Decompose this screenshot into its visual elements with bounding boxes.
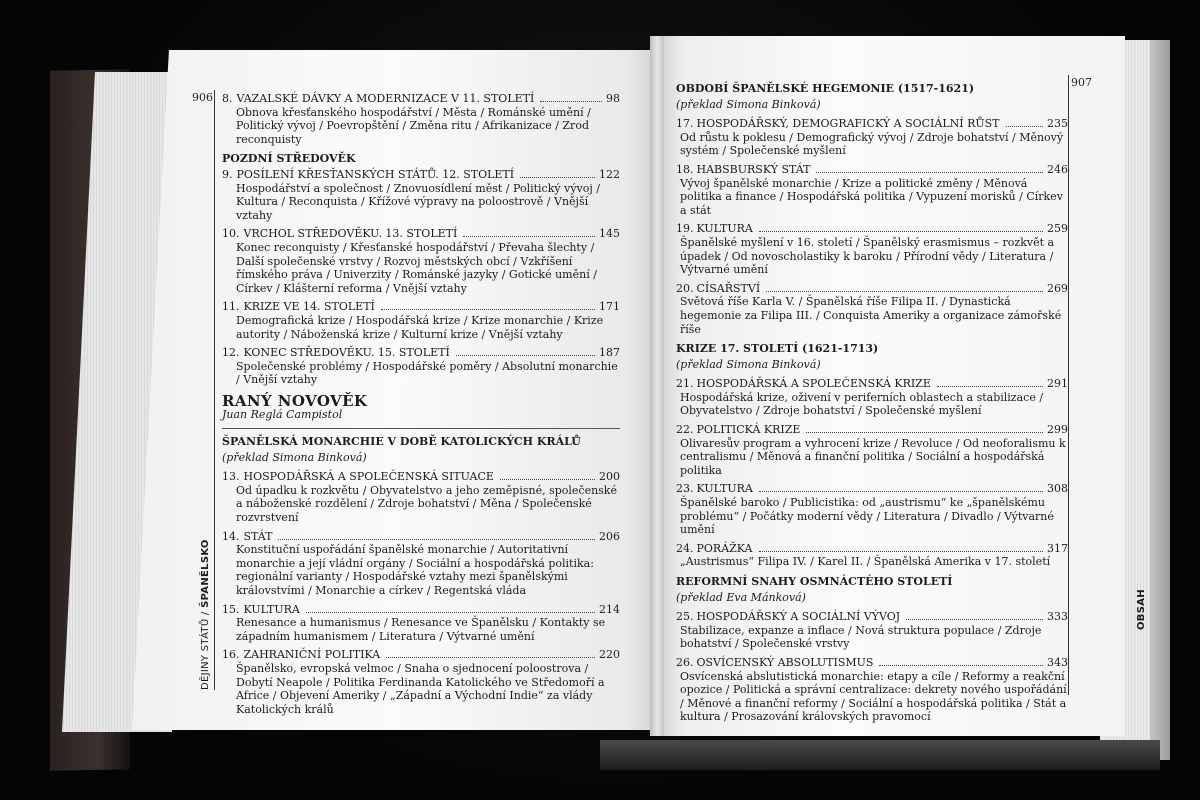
toc-entry xyxy=(222,227,620,295)
toc-entry-heading xyxy=(222,470,620,484)
toc-right-column xyxy=(676,76,1068,729)
chapter-number: 11. xyxy=(222,300,240,314)
toc-entry xyxy=(222,603,620,644)
toc-entry-heading xyxy=(676,610,1068,624)
chapter-page: 171 xyxy=(599,300,620,314)
chapter-page: 235 xyxy=(1047,117,1068,131)
leader-dots xyxy=(306,612,595,613)
chapter-number: 13. xyxy=(222,470,240,484)
chapter-title: KULTURA xyxy=(696,222,753,236)
section-heading: KRIZE 17. STOLETÍ (1621-1713) xyxy=(676,342,879,356)
chapter-number: 20. xyxy=(676,281,694,295)
leader-dots xyxy=(500,479,595,480)
chapter-topics: Demografická krize / Hospodářská krize / Krize monarchie / Krize autority / Náboženská krize / Kulturní krize / Vnější vztahy xyxy=(236,313,604,341)
leader-dots xyxy=(520,177,595,178)
toc-entry-heading xyxy=(222,168,620,182)
section-heading: ŠPANĚLSKÁ MONARCHIE V DOBĚ KATOLICKÝCH KRÁLŮ xyxy=(222,435,581,449)
chapter-page: 122 xyxy=(599,167,620,181)
chapter-topics: Hospodářská krize, oživení v periferních oblastech a stabilizace / Obyvatelstvo / Zdroje bohatství / Společenské myšlení xyxy=(680,390,1044,418)
chapter-page: 187 xyxy=(599,346,620,360)
chapter-page: 206 xyxy=(599,529,620,543)
chapter-topics: Od úpadku k rozkvětu / Obyvatelstvo a jeho zeměpisné, společenské a náboženské rozdělení / Zdroje bohatství / Měna / Společenské rozvrstvení xyxy=(236,483,617,525)
toc-entry-heading xyxy=(676,222,1068,236)
chapter-topics: Osvícenská abslutistická monarchie: etapy a cíle / Reformy a reakční opozice / Politická a správní centralizace: dekrety nového uspořádání / Měnové a finanční reformy / Sociální a hospodářská politika / Stát a kultura / Prosazování královských pravomocí xyxy=(680,669,1067,724)
leader-dots xyxy=(759,231,1043,232)
toc-entry xyxy=(676,542,1068,569)
chapter-topics: „Austrismus“ Filipa IV. / Karel II. / Španělská Amerika v 17. století xyxy=(680,555,1051,569)
chapter-topics: Vývoj španělské monarchie / Krize a politické změny / Měnová politika a finance / Hospodářská politika / Vypuzení morisků / Církev a stát xyxy=(680,176,1063,217)
toc-entry xyxy=(676,117,1068,158)
toc-entry-heading xyxy=(676,282,1068,296)
chapter-topics: Hospodářství a společnost / Znovuosídlení měst / Politický vývoj / Kultura / Reconquista / Křížové výpravy na poloostrově / Vnější vztahy xyxy=(236,181,600,222)
chapter-topics: Od růstu k poklesu / Demografický vývoj / Zdroje bohatství / Měnový systém / Společenské myšlení xyxy=(680,130,1064,158)
chapter-number: 24. xyxy=(676,541,694,555)
chapter-number: 14. xyxy=(222,529,240,543)
chapter-title: OSVÍCENSKÝ ABSOLUTISMUS xyxy=(696,655,874,669)
margin-rule-right xyxy=(1068,75,1069,695)
toc-entry xyxy=(676,610,1068,651)
chapter-title: KRIZE VE 14. STOLETÍ xyxy=(243,300,375,314)
translator-note: (překlad Simona Binková) xyxy=(676,357,821,371)
toc-entry-heading xyxy=(222,300,620,314)
leader-dots xyxy=(879,665,1043,666)
chapter-title: ZAHRANIČNÍ POLITIKA xyxy=(243,648,381,662)
chapter-title: STÁT xyxy=(243,529,273,543)
chapter-title: HOSPODÁŘSKÁ A SPOLEČENSKÁ KRIZE xyxy=(696,377,931,391)
toc-entry xyxy=(676,656,1068,724)
toc-entry-heading xyxy=(222,530,620,544)
toc-entry-heading xyxy=(676,482,1068,496)
toc-entry-heading xyxy=(676,423,1068,437)
toc-entry xyxy=(222,648,620,716)
toc-entry-heading xyxy=(222,92,620,106)
margin-rule-left xyxy=(214,90,215,690)
section-heading: OBDOBÍ ŠPANĚLSKÉ HEGEMONIE (1517-1621) xyxy=(676,82,975,95)
toc-entry-heading xyxy=(676,163,1068,177)
chapter-number: 12. xyxy=(222,346,240,360)
toc-entry xyxy=(222,346,620,387)
chapter-topics: Španělské myšlení v 16. století / Španělský erasmismus – rozkvět a úpadek / Od novoscholastiky k baroku / Přírodní vědy / Literatura / Výtvarné umění xyxy=(680,235,1055,277)
chapter-title: KONEC STŘEDOVĚKU. 15. STOLETÍ xyxy=(243,346,450,360)
leader-dots xyxy=(937,386,1043,387)
chapter-topics: Obnova křesťanského hospodářství / Města / Románské umění / Politický vývoj / Poevropštění / Změna ritu / Afrikanizace / Zrod reconquisty xyxy=(236,105,591,146)
toc-entry xyxy=(222,300,620,341)
toc-entry xyxy=(676,163,1068,217)
chapter-title: PORÁŽKA xyxy=(696,541,753,555)
chapter-topics: Světová říše Karla V. / Španělská říše Filipa II. / Dynastická hegemonie za Filipa III. / Conquista Ameriky a organizace zámořské říše xyxy=(680,295,1062,336)
leader-dots xyxy=(381,309,595,310)
leader-dots xyxy=(386,657,595,658)
chapter-title: HABSBURSKÝ STÁT xyxy=(696,162,811,176)
chapter-page: 343 xyxy=(1047,655,1068,669)
section-heading: POZDNÍ STŘEDOVĚK xyxy=(222,152,356,166)
toc-entry-heading xyxy=(222,227,620,241)
chapter-number: 18. xyxy=(676,162,694,176)
part-author: Juan Reglá Campistol xyxy=(222,408,343,422)
toc-entry-heading xyxy=(222,648,620,662)
chapter-title: HOSPODÁŘSKÁ A SPOLEČENSKÁ SITUACE xyxy=(243,470,494,484)
chapter-number: 26. xyxy=(676,655,694,669)
chapter-number: 10. xyxy=(222,227,240,241)
chapter-topics: Španělské baroko / Publicistika: od „austrismu“ ke „španělskému problému“ / Počátky moderní vědy / Literatura / Divadlo / Výtvarné umění xyxy=(680,496,1054,537)
chapter-page: 299 xyxy=(1047,423,1068,437)
running-head-right: OBSAH xyxy=(1136,589,1147,630)
chapter-title: VAZALSKÉ DÁVKY A MODERNIZACE V 11. STOLETÍ xyxy=(236,92,535,105)
chapter-topics: Stabilizace, expanze a inflace / Nová struktura populace / Zdroje bohatství / Společenské vrstvy xyxy=(680,623,1042,651)
toc-entry-heading xyxy=(222,346,620,360)
chapter-page: 98 xyxy=(606,92,620,105)
toc-entry-heading xyxy=(676,656,1068,670)
chapter-page: 246 xyxy=(1047,162,1068,176)
chapter-topics: Španělsko, evropská velmoc / Snaha o sjednocení poloostrova / Dobytí Neapole / Politika Ferdinanda Katolického ve Středomoří a Africe / Objevení Ameriky / „Západní a Východní Indie“ za vlády Katolických králů xyxy=(236,661,605,716)
chapter-title: HOSPODÁŘSKÝ, DEMOGRAFICKÝ A SOCIÁLNÍ RŮST xyxy=(696,117,1000,131)
chapter-page: 214 xyxy=(599,602,620,616)
chapter-page: 333 xyxy=(1047,610,1068,624)
chapter-page: 308 xyxy=(1047,482,1068,496)
chapter-page: 259 xyxy=(1047,222,1068,236)
chapter-number: 25. xyxy=(676,610,694,624)
leader-dots xyxy=(816,172,1043,173)
chapter-title: POLITICKÁ KRIZE xyxy=(696,423,801,437)
leader-dots xyxy=(806,432,1043,433)
running-head-main: ŠPANĚLSKO xyxy=(200,539,211,608)
translator-note: (překlad Eva Mánková) xyxy=(676,590,806,604)
translator-note: (překlad Simona Binková) xyxy=(222,450,367,464)
section-heading: REFORMNÍ SNAHY OSMNÁCTÉHO STOLETÍ xyxy=(676,575,953,588)
running-head-left xyxy=(200,539,211,690)
leader-dots xyxy=(906,619,1043,620)
chapter-page: 220 xyxy=(599,648,620,662)
chapter-number: 16. xyxy=(222,648,240,662)
page-number-left: 906 xyxy=(192,91,213,104)
leader-dots xyxy=(278,539,595,540)
page-number-right: 907 xyxy=(1071,76,1092,89)
divider xyxy=(222,428,620,429)
chapter-title: KULTURA xyxy=(243,602,300,616)
chapter-number: 17. xyxy=(676,117,694,131)
chapter-title: VRCHOL STŘEDOVĚKU. 13. STOLETÍ xyxy=(243,227,458,241)
chapter-topics: Renesance a humanismus / Renesance ve Španělsku / Kontakty se západním humanismem / Literatura / Výtvarné umění xyxy=(236,616,606,643)
book-cover-bottom xyxy=(600,740,1160,770)
toc-entry-heading xyxy=(676,377,1068,391)
chapter-page: 317 xyxy=(1047,541,1068,555)
toc-left-column xyxy=(222,92,620,721)
toc-entry-heading xyxy=(222,603,620,617)
chapter-page: 291 xyxy=(1047,377,1068,391)
chapter-title: HOSPODÁŘSKÝ A SOCIÁLNÍ VÝVOJ xyxy=(696,610,901,624)
chapter-topics: Konec reconquisty / Křesťanské hospodářství / Převaha šlechty / Další společenské vrstvy / Rozvoj městských obcí / Vzkříšení římského práva / Univerzity / Románské jazyky / Gotické umění / Církev / Klášterní reforma / Vnější vztahy xyxy=(236,240,597,295)
chapter-page: 269 xyxy=(1047,281,1068,295)
running-head-prefix: DĚJINY STÁTŮ / xyxy=(200,607,211,690)
chapter-page: 145 xyxy=(599,227,620,241)
chapter-title: KULTURA xyxy=(696,482,753,496)
chapter-title: CÍSAŘSTVÍ xyxy=(696,281,761,295)
translator-note: (překlad Simona Binková) xyxy=(676,97,821,111)
toc-entry xyxy=(676,482,1068,536)
chapter-number: 21. xyxy=(676,377,694,391)
chapter-number: 8. xyxy=(222,92,233,105)
toc-entry xyxy=(676,377,1068,418)
chapter-title: POSÍLENÍ KŘESŤANSKÝCH STÁTŮ. 12. STOLETÍ xyxy=(236,167,515,181)
leader-dots xyxy=(1006,126,1043,127)
chapter-number: 23. xyxy=(676,482,694,496)
leader-dots xyxy=(759,551,1043,552)
chapter-number: 19. xyxy=(676,222,694,236)
chapter-number: 9. xyxy=(222,167,233,181)
toc-entry-heading xyxy=(676,542,1068,556)
part-title: RANÝ NOVOVĚK xyxy=(222,391,368,410)
toc-entry xyxy=(676,222,1068,276)
toc-entry xyxy=(676,423,1068,477)
chapter-topics: Olivaresův program a vyhrocení krize / Revoluce / Od neoforalismu k centralismu / Měnová a finanční politika / Sociální a hospodářská politika xyxy=(680,436,1066,477)
leader-dots xyxy=(540,101,602,102)
leader-dots xyxy=(766,291,1043,292)
leader-dots xyxy=(456,355,595,356)
chapter-page: 200 xyxy=(599,470,620,484)
chapter-number: 15. xyxy=(222,602,240,616)
toc-entry xyxy=(222,470,620,524)
toc-entry xyxy=(222,530,620,598)
book-gutter xyxy=(650,36,664,736)
leader-dots xyxy=(759,491,1043,492)
leader-dots xyxy=(463,236,595,237)
toc-entry xyxy=(676,282,1068,336)
toc-entry xyxy=(222,168,620,222)
toc-entry xyxy=(222,92,620,146)
toc-entry-heading xyxy=(676,117,1068,131)
chapter-number: 22. xyxy=(676,423,694,437)
chapter-topics: Společenské problémy / Hospodářské poměry / Absolutní monarchie / Vnější vztahy xyxy=(236,359,618,387)
chapter-topics: Konstituční uspořádání španělské monarchie / Autoritativní monarchie a její vládní orgány / Sociální a hospodářská politika: regionální varianty / Hospodářské vztahy mezi španělskými královstvími / Monarchie a církev / Regentská vláda xyxy=(236,543,594,597)
